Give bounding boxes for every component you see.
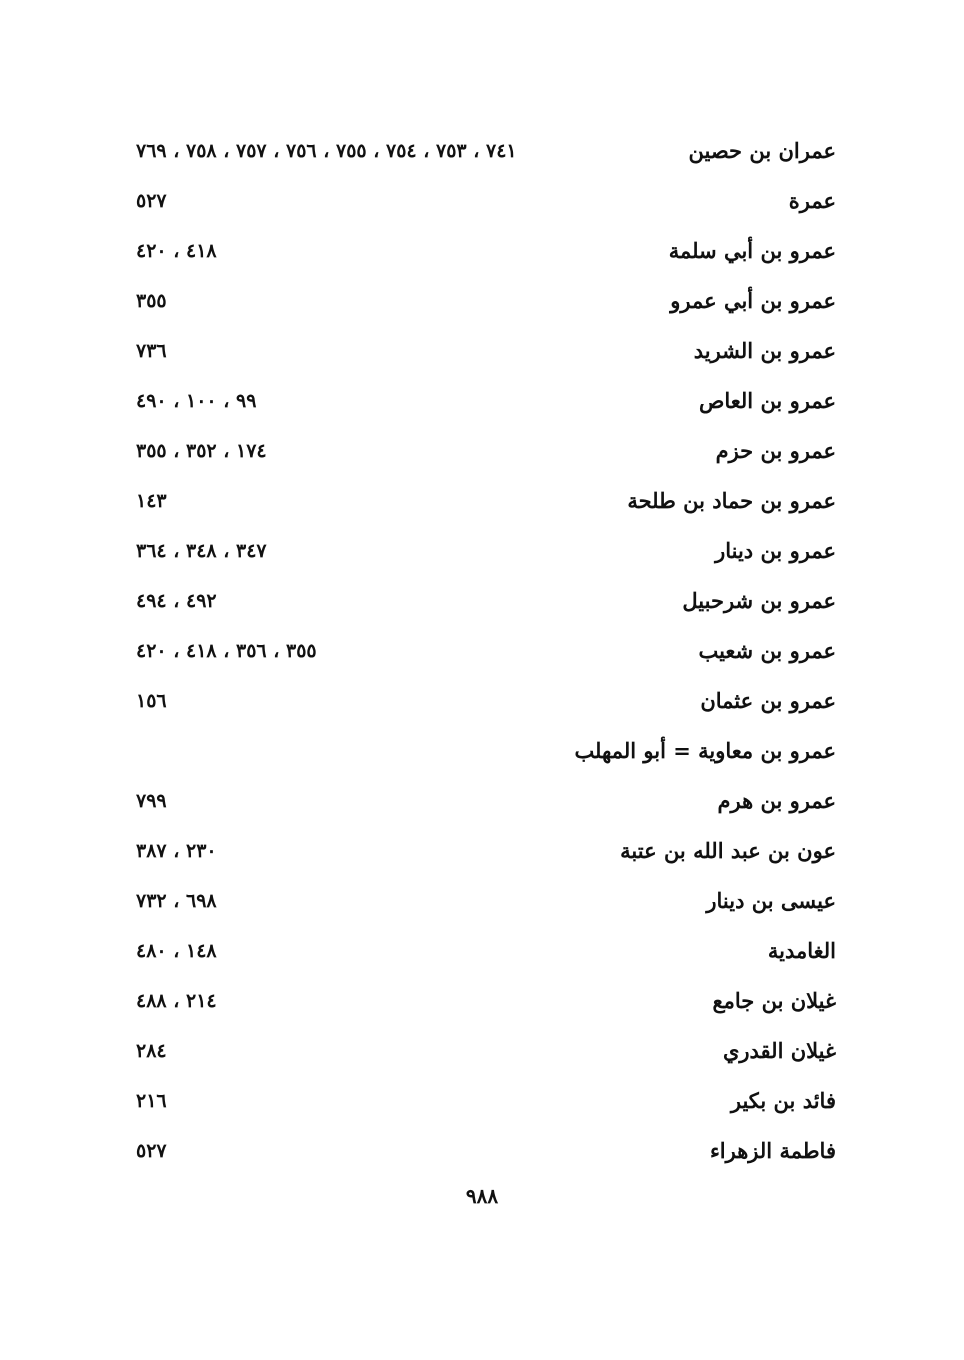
- index-entry: [136, 480, 836, 530]
- entry-name: الغامدية: [767, 938, 836, 963]
- entry-pages: ٧٩٩: [136, 790, 167, 812]
- entry-name: عمرو بن حماد بن طلحة: [627, 488, 836, 513]
- index-entry: [136, 880, 836, 930]
- entry-pages: ٢١٦: [136, 1090, 167, 1112]
- entry-pages: ٥٢٧: [136, 190, 167, 212]
- entry-name: فائد بن بكير: [730, 1088, 836, 1113]
- index-entry: [136, 330, 836, 380]
- entry-pages: ٩٩ ، ١٠٠ ، ٤٩٠: [136, 390, 257, 412]
- entry-name: عمرة: [788, 188, 836, 213]
- index-entry: [136, 530, 836, 580]
- entry-name: غيلان بن جامع: [712, 988, 836, 1013]
- entry-name: عمرو بن أبي عمرو: [670, 288, 836, 313]
- index-entry: [136, 1030, 836, 1080]
- entry-pages: ٣٤٧ ، ٣٤٨ ، ٣٦٤: [136, 540, 267, 562]
- index-entry: [136, 630, 836, 680]
- entry-name: عمرو بن دينار: [715, 538, 836, 563]
- entry-name: عمرو بن شعيب: [698, 638, 836, 663]
- entry-pages: ٤١٨ ، ٤٢٠: [136, 240, 217, 262]
- entry-pages: ٥٢٧: [136, 1140, 167, 1162]
- entry-pages: ٣٥٥ ، ٣٥٦ ، ٤١٨ ، ٤٢٠: [136, 640, 317, 662]
- entry-name: عون بن عبد الله بن عتبة: [620, 838, 836, 863]
- entry-pages: ١٥٦: [136, 690, 167, 712]
- entry-pages: ٧٤١ ، ٧٥٣ ، ٧٥٤ ، ٧٥٥ ، ٧٥٦ ، ٧٥٧ ، ٧٥٨ ، ٧٦٩: [136, 140, 517, 162]
- entry-name: عمرو بن معاوية = أبو المهلب: [574, 738, 836, 763]
- entry-pages: ٢٣٠ ، ٣٨٧: [136, 840, 217, 862]
- index-entry: [136, 380, 836, 430]
- entry-name: عمرو بن الشريد: [693, 338, 836, 363]
- index-entry: [136, 180, 836, 230]
- entry-name: عمران بن حصين: [688, 138, 836, 163]
- entry-pages: ٦٩٨ ، ٧٣٢: [136, 890, 217, 912]
- index-entry: [136, 130, 836, 180]
- index-entry: [136, 980, 836, 1030]
- index-entry: [136, 430, 836, 480]
- index-entry: [136, 1080, 836, 1130]
- index-entry: [136, 280, 836, 330]
- entry-name: عمرو بن هرم: [717, 788, 836, 813]
- entry-pages: ٧٣٦: [136, 340, 167, 362]
- entry-name: فاطمة الزهراء: [709, 1138, 836, 1163]
- page-number: ٩٨٨: [465, 1184, 499, 1208]
- entry-pages: ٣٥٥: [136, 290, 167, 312]
- entry-name: عمرو بن أبي سلمة: [668, 238, 836, 263]
- entry-pages: ١٤٨ ، ٤٨٠: [136, 940, 217, 962]
- entry-pages: ١٧٤ ، ٣٥٢ ، ٣٥٥: [136, 440, 267, 462]
- entry-pages: ٤٩٢ ، ٤٩٤: [136, 590, 217, 612]
- entry-name: عمرو بن حزم: [715, 438, 836, 463]
- index-entry: [136, 230, 836, 280]
- entry-pages: ١٤٣: [136, 490, 167, 512]
- entry-name: عيسى بن دينار: [706, 888, 836, 913]
- entry-pages: ٢٨٤: [136, 1040, 167, 1062]
- entry-name: عمرو بن عثمان: [700, 688, 836, 713]
- index-entry-cross-reference: [136, 730, 836, 780]
- index-entry: [136, 580, 836, 630]
- index-entry: [136, 680, 836, 730]
- name-index-list: [136, 130, 836, 1180]
- index-entry: [136, 830, 836, 880]
- index-entry: [136, 1130, 836, 1180]
- entry-name: غيلان القدري: [722, 1038, 836, 1063]
- entry-name: عمرو بن العاص: [698, 388, 836, 413]
- index-entry: [136, 780, 836, 830]
- index-entry: [136, 930, 836, 980]
- entry-name: عمرو بن شرحبيل: [682, 588, 836, 613]
- entry-pages: ٢١٤ ، ٤٨٨: [136, 990, 217, 1012]
